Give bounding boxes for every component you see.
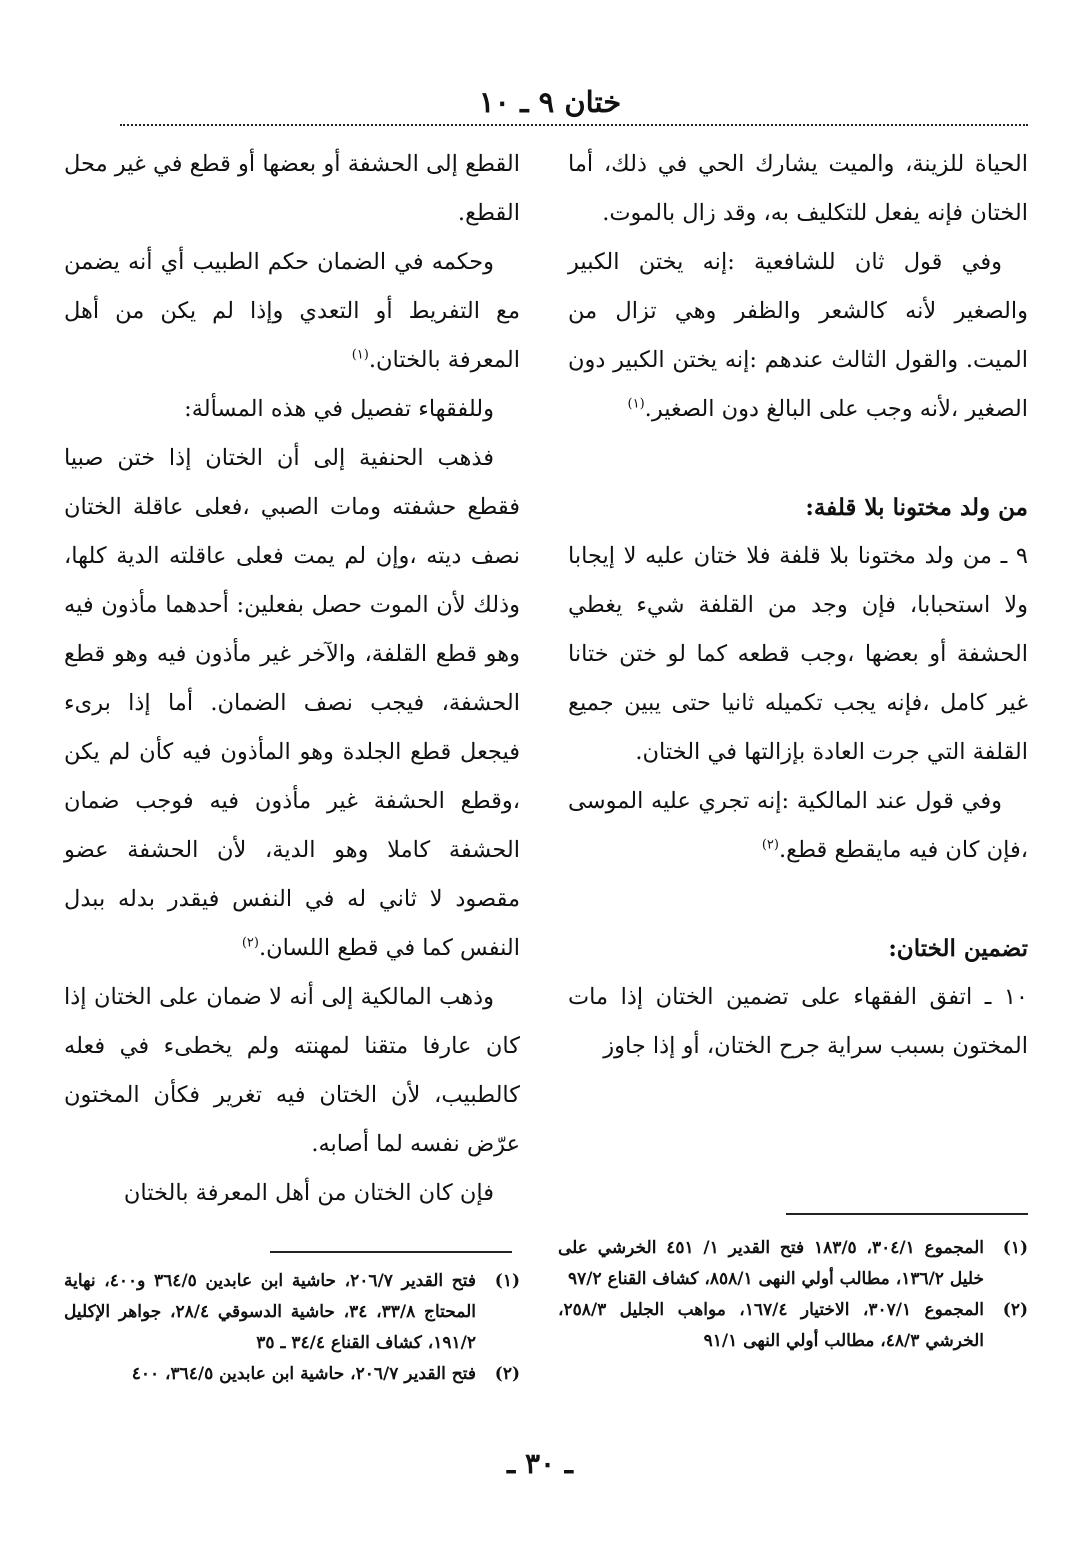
spacer [568,434,1028,483]
footnote-item [64,1266,520,1359]
footnote-item [558,1295,1028,1357]
page-number: ـ ٣٠ ـ [507,1447,573,1480]
right-paragraph-1: الحياة للزينة، والميت يشارك الحي في ذلك، أما الختان فإنه يفعل للتكليف به، وقد زال بالموت. [568,151,1028,226]
footnote-text: المجموع ٣٠٧/١، الاختيار ١٦٧/٤، مواهب الجليل ٢٥٨/٣، الخرشي ٤٨/٣، مطالب أولي النهى ٩١/١ [558,1300,984,1351]
spacer [568,875,1028,924]
left-paragraph-3: وللفقهاء تفصيل في هذه المسألة: [184,396,494,422]
right-paragraph-5: ١٠ ـ اتفق الفقهاء على تضمين الختان إذا مات المختون بسبب سراية جرح الختان، أو إذا جاوز [568,984,1028,1059]
footnote-ref-2: (٢) [241,935,259,951]
footnote-number: (١) [494,1271,520,1291]
footnote-item [558,1233,1028,1295]
footnote-divider-right [786,1213,1028,1215]
footnote-number: (١) [1002,1238,1028,1258]
left-paragraph-5: وذهب المالكية إلى أنه لا ضمان على الختان إذا كان عارفا متقنا لمهنته ولم يخطىء في فعله كالطبيب، لأن الختان فيه تغرير فكأن المختون عرّض نفسه لما أصابه. [64,984,520,1157]
left-paragraph-2-text: وحكمه في الضمان حكم الطبيب أي أنه يضمن مع التفريط أو التعدي وإذا لم يكن من أهل المعرفة بالختان. [64,249,520,373]
footnotes-right [558,1233,1028,1357]
left-paragraph-6: فإن كان الختان من أهل المعرفة بالختان [123,1180,494,1206]
section-heading-born-circumcised: من ولد مختونا بلا قلفة: [805,494,1028,521]
right-paragraph-4-text: وفي قول عند المالكية :إنه تجري عليه الموسى ،فإن كان فيه مايقطع قطع. [568,788,1028,863]
footnote-number: (٢) [1002,1300,1028,1320]
left-paragraph-4 [64,434,520,973]
left-column [64,140,520,1206]
footnotes-left [64,1266,520,1390]
right-paragraph-3: ٩ ـ من ولد مختونا بلا قلفة فلا ختان عليه لا إيجابا ولا استحبابا، فإن وجد من القلفة شيء يغطي الحشفة أو بعضها ،وجب قطعه كما لو ختن ختانا غير كامل ،فإنه يجب تكميله ثانيا حتى يبين جميع القلفة التي جرت العادة بإزالتها في الختان. [568,543,1028,765]
section-heading-circumciser-liability: تضمين الختان: [888,935,1028,962]
left-paragraph-2 [64,238,520,385]
left-paragraph-4-text: فذهب الحنفية إلى أن الختان إذا ختن صبيا فقطع حشفته ومات الصبي ،فعلى عاقلة الختان نصف ديته ،وإن لم يمت فعلى عاقلته الدية كلها، وذلك لأن الموت حصل بفعلين: أحدهما مأذون فيه وهو قطع القلفة، والآخر غير مأذون فيه وهو قطع الحشفة، فيجب نصف الضمان. أما إذا برىء فيجعل قطع الجلدة وهو المأذون فيه كأن لم يكن ،وقطع الحشفة غير مأذون فيه فوجب ضمان الحشفة كاملا وهو الدية، لأن الحشفة عضو مقصود لا ثاني له في النفس فيقدر بدله ببدل النفس كما في قطع اللسان. [64,445,520,961]
footnote-ref-1: (١) [627,396,645,412]
footnote-ref-1: (١) [351,347,369,363]
footnote-text: فتح القدير ٢٠٦/٧، حاشية ابن عابدين ٣٦٤/٥، ٤٠٠ [131,1364,476,1384]
header-dotted-rule [120,124,1028,126]
footnote-ref-2: (٢) [761,837,779,853]
footnote-number: (٢) [494,1364,520,1384]
left-paragraph-1: القطع إلى الحشفة أو بعضها أو قطع في غير محل القطع. [64,151,520,226]
footnote-divider-left [270,1251,512,1253]
right-column [568,140,1028,1180]
page-header-title: ختان ٩ ـ ١٠ [478,85,622,119]
footnote-item [64,1359,520,1390]
right-paragraph-2 [568,238,1028,434]
right-paragraph-2-text: وفي قول ثان للشافعية :إنه يختن الكبير والصغير لأنه كالشعر والظفر وهي تزال من الميت. والقول الثالث عندهم :إنه يختن الكبير دون الصغير ،لأنه وجب على البالغ دون الصغير. [568,249,1028,422]
footnote-text: فتح القدير ٢٠٦/٧، حاشية ابن عابدين ٣٦٤/٥ و٤٠٠، نهاية المحتاج ٣٣/٨، ٣٤، حاشية الدسوقي ٢٨/٤، جواهر الإكليل ١٩١/٢، كشاف القناع ٣٤/٤ ـ ٣٥ [64,1271,477,1353]
footnote-text: المجموع ٣٠٤/١، ١٨٣/٥ فتح القدير ١/ ٤٥١ الخرشي على خليل ١٣٦/٢، مطالب أولي النهى ٨٥٨/١، كشاف القناع ٩٧/٢ [558,1238,984,1289]
right-paragraph-4 [568,777,1028,875]
